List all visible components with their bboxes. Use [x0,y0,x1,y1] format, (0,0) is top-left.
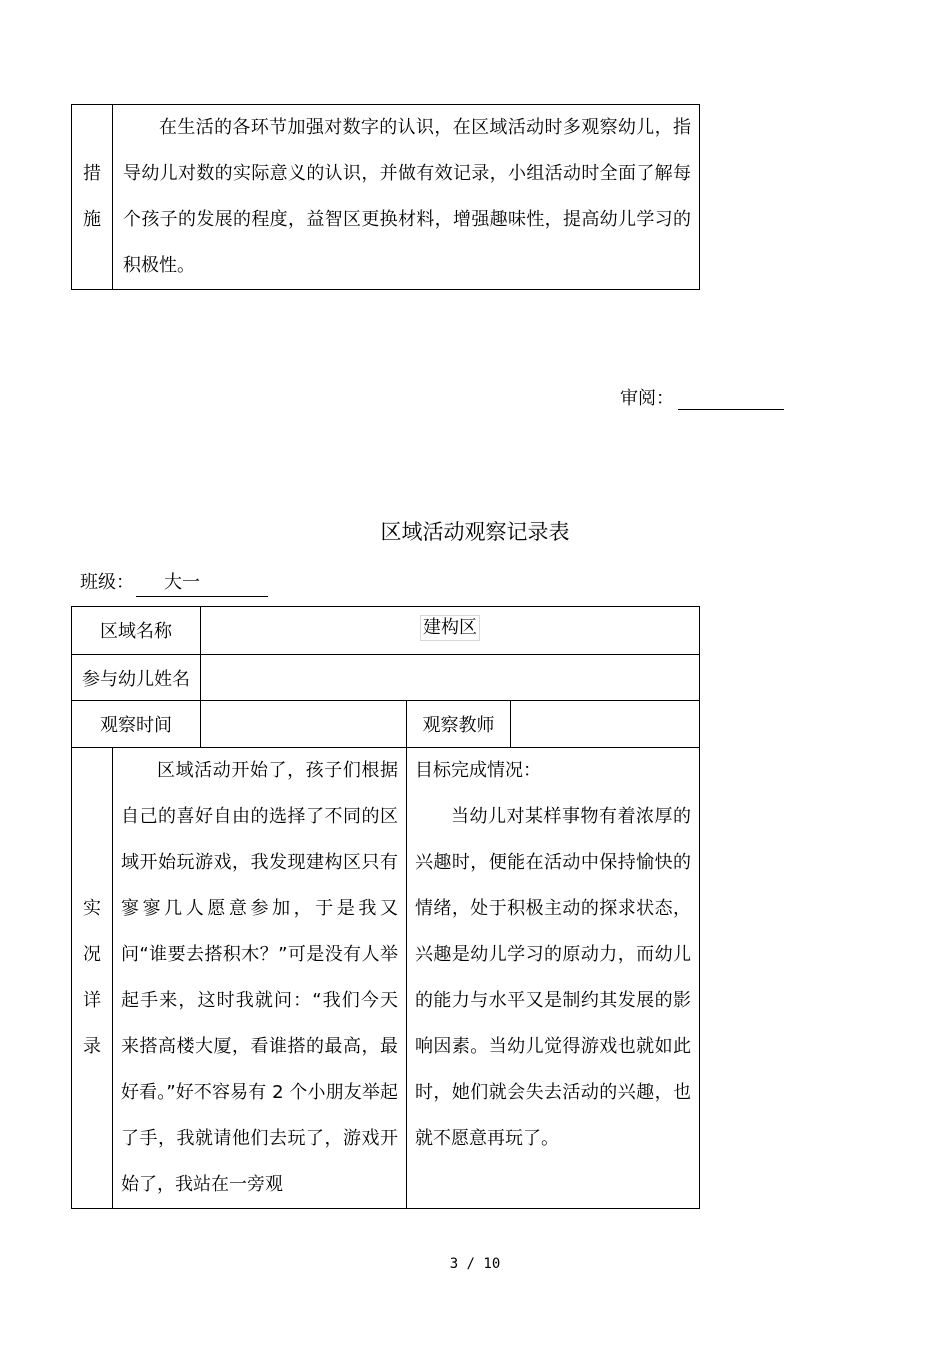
observer-label: 观察教师 [407,701,511,748]
participants-value[interactable] [201,655,700,701]
measures-content [113,105,700,290]
review-input-line[interactable] [678,385,784,410]
class-label: 班级： [80,572,134,593]
review-label: 审阅： [620,388,674,409]
goal-cell [407,748,700,1209]
review-field [620,384,784,410]
observe-time-label: 观察时间 [72,701,201,748]
class-field [80,568,268,597]
measures-table [71,104,700,290]
page-title: 区域活动观察记录表 [380,520,570,544]
area-name-value[interactable]: 建构区 [420,615,480,641]
record-table [71,606,700,1209]
participants-label: 参与幼儿姓名 [72,655,201,701]
record-label: 实况详录 [72,748,113,1209]
area-name-cell [201,607,700,655]
observe-time-value[interactable] [201,701,407,748]
measures-label: 措施 [72,105,113,290]
page-number: 3 / 10 [449,1256,501,1272]
goal-heading: 目标完成情况： [415,760,541,781]
record-cell [113,748,407,1209]
goal-text: 当幼儿对某样事物有着浓厚的兴趣时，便能在活动中保持愉快的情绪，处于积极主动的探求状态，兴趣是幼儿学习的原动力，而幼儿的能力与水平又是制约其发展的影响因素。当幼儿觉得游戏也就如此时，她们就会失去活动的兴趣，也就不愿意再玩了。 [415,806,692,1149]
record-text: 区域活动开始了，孩子们根据自己的喜好自由的选择了不同的区域开始玩游戏，我发现建构区只有寥寥几人愿意参加，于是我又问“谁要去搭积木？”可是没有人举起手来，这时我就问：“我们今天来搭高楼大厦，看谁搭的最高，最好看。”好不容易有 2 个小朋友举起了手，我就请他们去玩了，游戏开始了，我站在一旁观 [121,760,398,1195]
area-name-label: 区域名称 [72,607,201,655]
class-value[interactable]: 大一 [136,570,268,597]
observer-value[interactable] [511,701,700,748]
measures-text: 在生活的各环节加强对数字的认识，在区域活动时多观察幼儿，指导幼儿对数的实际意义的认识，并做有效记录，小组活动时全面了解每个孩子的发展的程度，益智区更换材料，增强趣味性，提高幼儿学习的积极性。 [123,117,691,276]
